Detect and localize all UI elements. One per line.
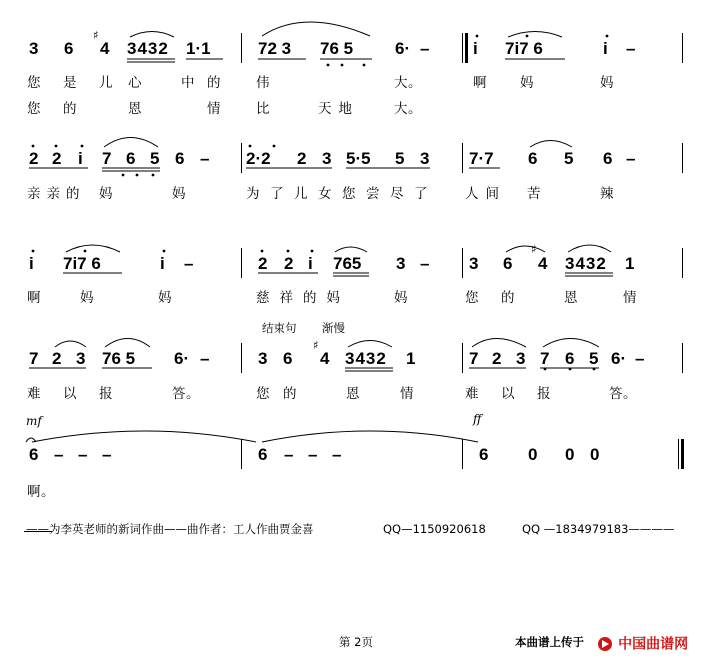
note: 6 bbox=[565, 349, 575, 368]
lyric: 恩 bbox=[128, 101, 142, 117]
octave-dot bbox=[341, 64, 344, 67]
sharp-sign: ♯ bbox=[531, 242, 537, 256]
octave-dot bbox=[163, 250, 166, 253]
slur bbox=[105, 339, 150, 348]
octave-dot bbox=[606, 35, 609, 38]
bar-line bbox=[241, 33, 242, 63]
note-group: 3432 bbox=[345, 349, 387, 368]
octave-dot bbox=[84, 250, 87, 253]
bar-line bbox=[241, 143, 242, 173]
qq-contact-2: QQ —1834979183———— bbox=[522, 522, 675, 536]
slur bbox=[508, 32, 562, 38]
upload-label: 本曲谱上传于 bbox=[515, 635, 584, 649]
rest: 0 bbox=[565, 445, 575, 464]
note-group: 2·2 bbox=[246, 149, 271, 168]
octave-dot bbox=[32, 145, 35, 148]
note: 2 bbox=[284, 254, 294, 273]
octave-dot bbox=[273, 145, 276, 148]
sharp-sign: ♯ bbox=[93, 28, 99, 42]
octave-dot bbox=[152, 174, 155, 177]
note: 6 bbox=[126, 149, 136, 168]
dynamic-mark-ff: ff bbox=[473, 412, 482, 426]
lyric: 恩 bbox=[564, 290, 578, 306]
note: 5 bbox=[150, 149, 160, 168]
lyric: 以 bbox=[501, 386, 515, 402]
octave-dot bbox=[249, 145, 252, 148]
slur bbox=[530, 141, 572, 148]
dash: – bbox=[184, 254, 194, 273]
lyric: 慈祥的妈 bbox=[256, 290, 350, 306]
rest: 0 bbox=[590, 445, 600, 464]
note: i bbox=[473, 39, 478, 58]
octave-dot bbox=[122, 174, 125, 177]
note-group: 7·7 bbox=[469, 149, 494, 168]
note: 4 bbox=[100, 39, 110, 58]
octave-dot bbox=[311, 250, 314, 253]
slur bbox=[472, 339, 526, 348]
slur bbox=[543, 339, 599, 348]
lyric: 难 bbox=[27, 386, 41, 402]
dash: – bbox=[200, 149, 210, 168]
lyric: 是 bbox=[63, 75, 77, 91]
bar-line bbox=[462, 248, 463, 278]
octave-dot bbox=[544, 368, 547, 371]
tempo-annotation: 渐慢 bbox=[322, 321, 345, 335]
slur bbox=[506, 246, 545, 252]
lyric: 您 bbox=[27, 75, 41, 91]
lyric: 妈 bbox=[600, 75, 614, 91]
repeat-bar bbox=[462, 33, 463, 63]
lyric: 辣 bbox=[600, 186, 614, 202]
octave-dot bbox=[593, 368, 596, 371]
octave-dot bbox=[136, 174, 139, 177]
dash: – bbox=[102, 445, 112, 464]
lyric: 为了儿女您尝尽了 bbox=[246, 186, 438, 202]
dash: – bbox=[635, 349, 645, 368]
note-group: 7i7 6 bbox=[63, 254, 101, 273]
lyric: 答。 bbox=[172, 386, 200, 402]
slur bbox=[130, 32, 174, 38]
bar-line bbox=[462, 439, 463, 469]
slur bbox=[335, 247, 367, 252]
note: 3 bbox=[258, 349, 268, 368]
note: 6 bbox=[283, 349, 293, 368]
lyric: 的 bbox=[63, 101, 77, 117]
lyric: 心 bbox=[128, 75, 142, 91]
octave-dot bbox=[363, 64, 366, 67]
note: 7 bbox=[540, 349, 550, 368]
note-group: 76 5 bbox=[320, 39, 354, 58]
note: 3 bbox=[29, 39, 39, 58]
slur bbox=[55, 341, 86, 347]
octave-dot bbox=[476, 35, 479, 38]
lyric: 您 bbox=[465, 290, 479, 306]
note-group: 3432 bbox=[565, 254, 607, 273]
note: 4 bbox=[538, 254, 548, 273]
octave-dot bbox=[526, 35, 529, 38]
octave-dot bbox=[55, 145, 58, 148]
octave-dot bbox=[569, 368, 572, 371]
site-logo-icon bbox=[597, 636, 613, 652]
note: 2 bbox=[492, 349, 502, 368]
lyric: 大。 bbox=[394, 75, 422, 91]
fermata bbox=[26, 438, 36, 442]
lyric: 苦 bbox=[527, 186, 541, 202]
lyric: 妈 bbox=[158, 290, 172, 306]
lyric: 儿 bbox=[99, 75, 113, 91]
note: i bbox=[160, 254, 165, 273]
note: 6 bbox=[479, 445, 489, 464]
lyric: 难 bbox=[465, 386, 479, 402]
lyric: 以 bbox=[63, 386, 77, 402]
dash: – bbox=[420, 39, 430, 58]
note: 3 bbox=[76, 349, 86, 368]
lyric: 妈 bbox=[520, 75, 534, 91]
bar-line bbox=[682, 143, 683, 173]
page-number: 第 2页 bbox=[339, 635, 373, 649]
dash: – bbox=[626, 149, 636, 168]
note-group: 7i7 6 bbox=[505, 39, 543, 58]
bar-line bbox=[682, 343, 683, 373]
note: i bbox=[603, 39, 608, 58]
dash: – bbox=[420, 254, 430, 273]
note-group: 3432 bbox=[127, 39, 169, 58]
lyric: 中 bbox=[181, 75, 195, 91]
slur bbox=[262, 22, 370, 36]
note: 6· bbox=[174, 349, 190, 368]
lyric: 伟 bbox=[256, 75, 270, 91]
lyric: 情 bbox=[623, 290, 637, 306]
bar-line bbox=[682, 248, 683, 278]
note: 2 bbox=[52, 149, 62, 168]
note: 2 bbox=[29, 149, 39, 168]
note: i bbox=[78, 149, 83, 168]
lyric: 的 bbox=[207, 75, 221, 91]
note-group: 72 3 bbox=[258, 39, 292, 58]
note: 2 bbox=[52, 349, 62, 368]
note: 1 bbox=[625, 254, 635, 273]
note: 5 bbox=[564, 149, 574, 168]
tie bbox=[262, 431, 478, 442]
bar-line bbox=[241, 343, 242, 373]
note: i bbox=[308, 254, 313, 273]
site-logo[interactable] bbox=[597, 633, 688, 653]
note: 5 bbox=[589, 349, 599, 368]
note: 7 bbox=[29, 349, 39, 368]
lyric: 您 bbox=[27, 101, 41, 117]
lyric: 情 bbox=[207, 101, 221, 117]
slur bbox=[66, 245, 120, 252]
dash: – bbox=[78, 445, 88, 464]
note: 6 bbox=[503, 254, 513, 273]
lyric: 啊。 bbox=[27, 484, 55, 500]
dash: – bbox=[332, 445, 342, 464]
site-name: 中国曲谱网 bbox=[618, 636, 689, 653]
lyric: 啊 bbox=[27, 290, 41, 306]
note: 3 bbox=[396, 254, 406, 273]
dash: – bbox=[626, 39, 636, 58]
note: 3 bbox=[420, 149, 430, 168]
qq-contact-1: QQ—1150920618 bbox=[383, 522, 486, 536]
dynamic-mark-mf: mf bbox=[26, 414, 42, 428]
lyric: 妈 bbox=[394, 290, 408, 306]
ending-annotation: 结束句 bbox=[262, 321, 297, 335]
note: 6 bbox=[528, 149, 538, 168]
bar-line bbox=[462, 143, 463, 173]
lyric: 妈 bbox=[172, 186, 186, 202]
note: 7 bbox=[102, 149, 112, 168]
note: 1 bbox=[406, 349, 416, 368]
sharp-sign: ♯ bbox=[313, 338, 319, 352]
lyric: 亲亲的 bbox=[27, 186, 86, 202]
dash: – bbox=[200, 349, 210, 368]
note: 2 bbox=[297, 149, 307, 168]
note-group: 1·1 bbox=[186, 39, 211, 58]
lyric: 恩 bbox=[346, 386, 360, 402]
octave-dot bbox=[287, 250, 290, 253]
lyric: 妈 bbox=[80, 290, 94, 306]
lyric: 的 bbox=[283, 386, 297, 402]
slur bbox=[104, 138, 158, 148]
note-group: 76 5 bbox=[102, 349, 136, 368]
note-group: 5·5 bbox=[346, 149, 371, 168]
rest: 0 bbox=[528, 445, 538, 464]
final-bar-thin bbox=[678, 439, 679, 469]
note: 4 bbox=[320, 349, 330, 368]
note: 6· bbox=[395, 39, 411, 58]
lyric: 情 bbox=[400, 386, 414, 402]
lyric: 报 bbox=[537, 386, 551, 402]
bar-line bbox=[682, 33, 683, 63]
note: 3 bbox=[322, 149, 332, 168]
lyric: 人间 bbox=[465, 186, 506, 202]
octave-dot bbox=[261, 250, 264, 253]
lyric: 您 bbox=[256, 386, 270, 402]
lyric: 天地 bbox=[318, 101, 359, 117]
dash: – bbox=[284, 445, 294, 464]
lyric: 啊 bbox=[473, 75, 487, 91]
note: 6 bbox=[29, 445, 39, 464]
note: 6 bbox=[603, 149, 613, 168]
note: i bbox=[29, 254, 34, 273]
lyric: 比 bbox=[256, 101, 270, 117]
note: 3 bbox=[516, 349, 526, 368]
note: 5 bbox=[395, 149, 405, 168]
note: 6 bbox=[258, 445, 268, 464]
final-bar-thick bbox=[681, 439, 684, 469]
dash: – bbox=[308, 445, 318, 464]
slur bbox=[348, 341, 392, 348]
slur bbox=[568, 245, 611, 252]
bar-line bbox=[241, 248, 242, 278]
lyric: 的 bbox=[501, 290, 515, 306]
dash: – bbox=[54, 445, 64, 464]
tie bbox=[32, 431, 256, 442]
lyric: 报 bbox=[99, 386, 113, 402]
repeat-bar-thick bbox=[465, 33, 468, 63]
note: 3 bbox=[469, 254, 479, 273]
lyric: 妈 bbox=[99, 186, 113, 202]
note: 2 bbox=[258, 254, 268, 273]
note: 7 bbox=[469, 349, 479, 368]
lyric: 大。 bbox=[394, 101, 422, 117]
bar-line bbox=[241, 439, 242, 469]
note: 6· bbox=[611, 349, 627, 368]
octave-dot bbox=[327, 64, 330, 67]
note: 6 bbox=[64, 39, 74, 58]
note-group: 765 bbox=[333, 254, 362, 273]
composer-credit: ——为李英老师的新词作曲——曲作者：工人作曲贾金喜 bbox=[26, 522, 314, 536]
note: 6 bbox=[175, 149, 185, 168]
octave-dot bbox=[81, 145, 84, 148]
bar-line bbox=[462, 343, 463, 373]
lyric: 答。 bbox=[609, 386, 637, 402]
octave-dot bbox=[32, 250, 35, 253]
